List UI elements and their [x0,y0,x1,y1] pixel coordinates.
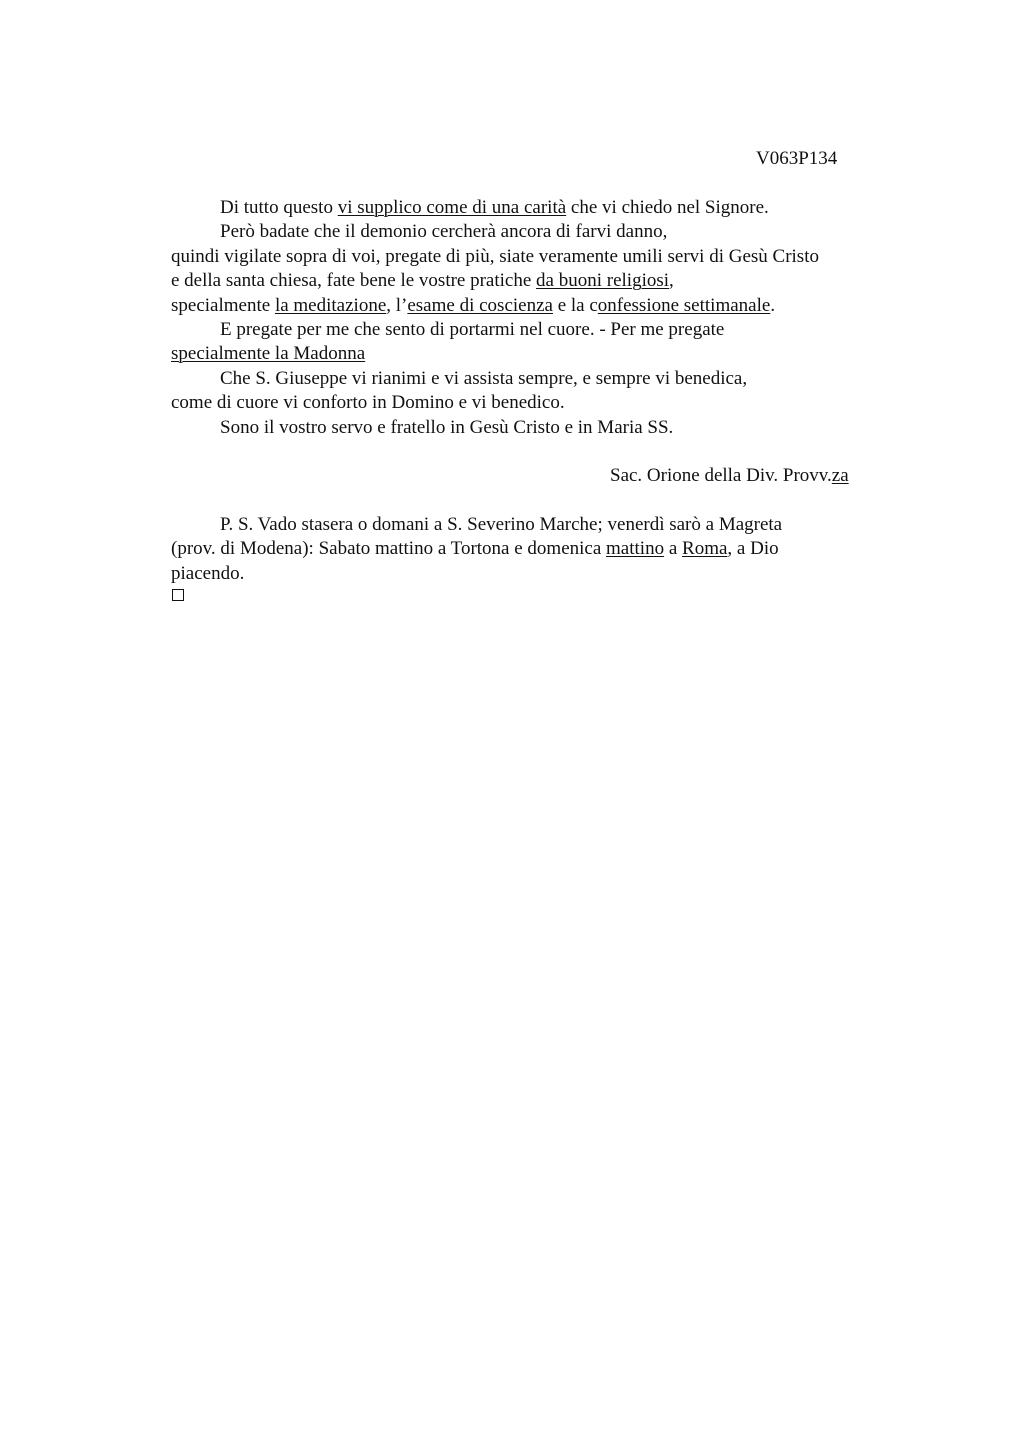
postscript [171,513,891,586]
letter-text: che vi chiedo nel Signore. [566,197,769,218]
letter-line [171,367,891,391]
letter-underlined-text: esame di coscienza [407,294,553,316]
letter-text: e la c [552,294,598,316]
postscript-text: P. S. Vado stasera o domani a S. Severino Marche; venerdì sarò a Magreta [220,514,783,535]
letter-line [171,245,891,269]
postscript-text: (prov. di Modena): Sabato mattino a Tortona e domenica [171,538,607,560]
letter-line [171,294,891,318]
letter-line [171,391,891,415]
letter-text: Che S. Giuseppe vi rianimi e vi assista sempre, e sempre vi benedica, [220,367,748,389]
postscript-underlined-text: Roma [682,538,728,560]
letter-line [171,269,891,293]
letter-text: Sono il vostro servo e fratello in Gesù Cristo e in Maria SS. [220,416,674,438]
letter-text: Di tutto questo [220,197,338,218]
postscript-line [171,513,891,537]
letter-line [171,196,891,220]
letter-text: E pregate per me che sento di portarmi nel cuore. - Per me pregate [220,318,725,340]
letter-text: . [770,294,776,316]
signature [610,464,849,488]
letter-underlined-text: vi supplico come di una carità [337,197,567,218]
letter-line [171,318,891,342]
letter-body [171,196,891,440]
postscript-line [171,537,891,561]
signature-text: Sac. Orione della Div. Provv. [610,465,832,486]
postscript-text: piacendo. [171,562,245,584]
postscript-underlined-text: mattino [606,538,665,560]
letter-text: quindi vigilate sopra di voi, pregate di più, siate veramente umili servi di Gesù Cristo [171,245,819,267]
letter-text: come di cuore vi conforto in Domino e vi benedico. [171,392,565,414]
letter-text: , l’ [386,294,408,316]
letter-line [171,220,891,244]
postscript-line [171,562,891,586]
letter-underlined-text: onfessione settimanale [597,294,771,316]
letter-underlined-text: la meditazione [274,294,387,316]
letter-text: , [669,270,674,292]
letter-text: e della santa chiesa, fate bene le vostre pratiche [171,270,537,292]
postscript-text: a [664,538,683,560]
letter-underlined-text: specialmente la Madonna [171,343,366,365]
letter-line [171,342,891,366]
letter-text: specialmente [171,294,275,316]
reference-code: V063P134 [756,148,838,169]
letter-text: Però badate che il demonio cercherà ancora di farvi danno, [220,221,668,243]
letter-line [171,416,891,440]
empty-checkbox-glyph [172,589,184,601]
signature-underlined-text: za [831,465,849,486]
postscript-text: , a Dio [727,538,779,560]
letter-underlined-text: da buoni religiosi [536,270,670,292]
